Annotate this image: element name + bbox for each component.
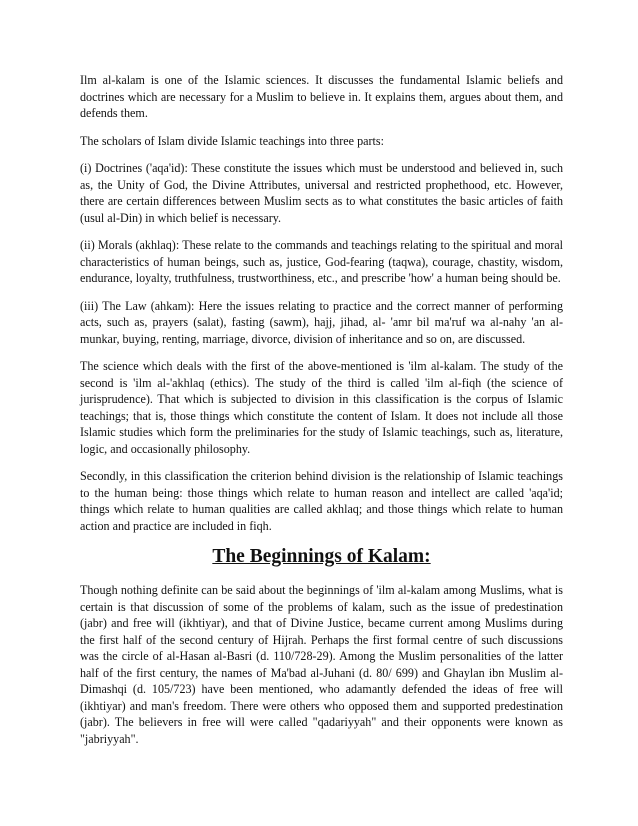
paragraph-three-parts: The scholars of Islam divide Islamic teachings into three parts: [80, 133, 384, 148]
paragraph-beginnings: Though nothing definite can be said about the beginnings of 'ilm al-kalam among Muslims, what is certain is that discussion of some of the problems of kalam, such as the issue of predestination (jabr) and free will (ikhtiyar), and that of Divine Justice, became current among Muslims during the first half of the second century of Hijrah. Perhaps the first formal centre of such discussions was the circle of al-Hasan al-Basri (d. 110/728-29). Among the Muslim personalities of the latter half of the first century, the names of Ma'bad al-Juhani (d. 80/ 699) and Ghaylan ibn Muslim al-Dimashqi (d. 105/723) have been mentioned, who adamantly defended the ideas of free will (ikhtiyar) and man's freedom. There were others who opposed them and supported predestination (jabr). The believers in free will were called "qadariyyah" and their opponents were known as "jabriyyah". [80, 583, 563, 746]
paragraph-law: (iii) The Law (ahkam): Here the issues relating to practice and the correct manner of performing acts, such as, prayers (salat), fasting (sawm), hajj, jihad, al- 'amr bil ma'ruf wa al-nahy 'an al-munkar, buying, renting, marriage, divorce, division of inheritance and so on, are discussed. [80, 298, 563, 346]
section-heading: The Beginnings of Kalam: [212, 546, 431, 567]
document-body [80, 72, 563, 758]
paragraph-intro: Ilm al-kalam is one of the Islamic sciences. It discusses the fundamental Islamic beliefs and doctrines which are necessary for a Muslim to believe in. It explains them, argues about them, and defends them. [80, 73, 563, 120]
paragraph-classification: Secondly, in this classification the criterion behind division is the relationship of Islamic teachings to the human being: those things which relate to human reason and intellect are called 'aqa'id; things which relate to human qualities are called akhlaq; and those things which relate to human action and practice are included in fiqh. [80, 469, 563, 533]
paragraph-morals: (ii) Morals (akhlaq): These relate to the commands and teachings relating to the spiritual and moral characteristics of human beings, such as, justice, God-fearing (taqwa), courage, chastity, wisdom, endurance, loyalty, truthfulness, trustworthiness, etc., and prescribe 'how' a human being should be. [80, 238, 563, 285]
paragraph-doctrines: (i) Doctrines ('aqa'id): These constitute the issues which must be understood and believed in, such as, the Unity of God, the Divine Attributes, universal and restricted prophethood, etc. However, there are certain differences between Muslim sects as to what constitutes the basic articles of faith (usul al-Din) in which belief is necessary. [80, 161, 563, 225]
paragraph-sciences: The science which deals with the first of the above-mentioned is 'ilm al-kalam. The study of the second is 'ilm al-'akhlaq (ethics). The study of the third is called 'ilm al-fiqh (the science of jurisprudence). That which is subjected to division in this classification is the corpus of Islamic teachings; that is, those things which constitute the content of Islam. It does not include all those Islamic studies which form the preliminaries for the study of Islamic teachings, such as, literature, logic, and occasionally philosophy. [80, 359, 563, 456]
